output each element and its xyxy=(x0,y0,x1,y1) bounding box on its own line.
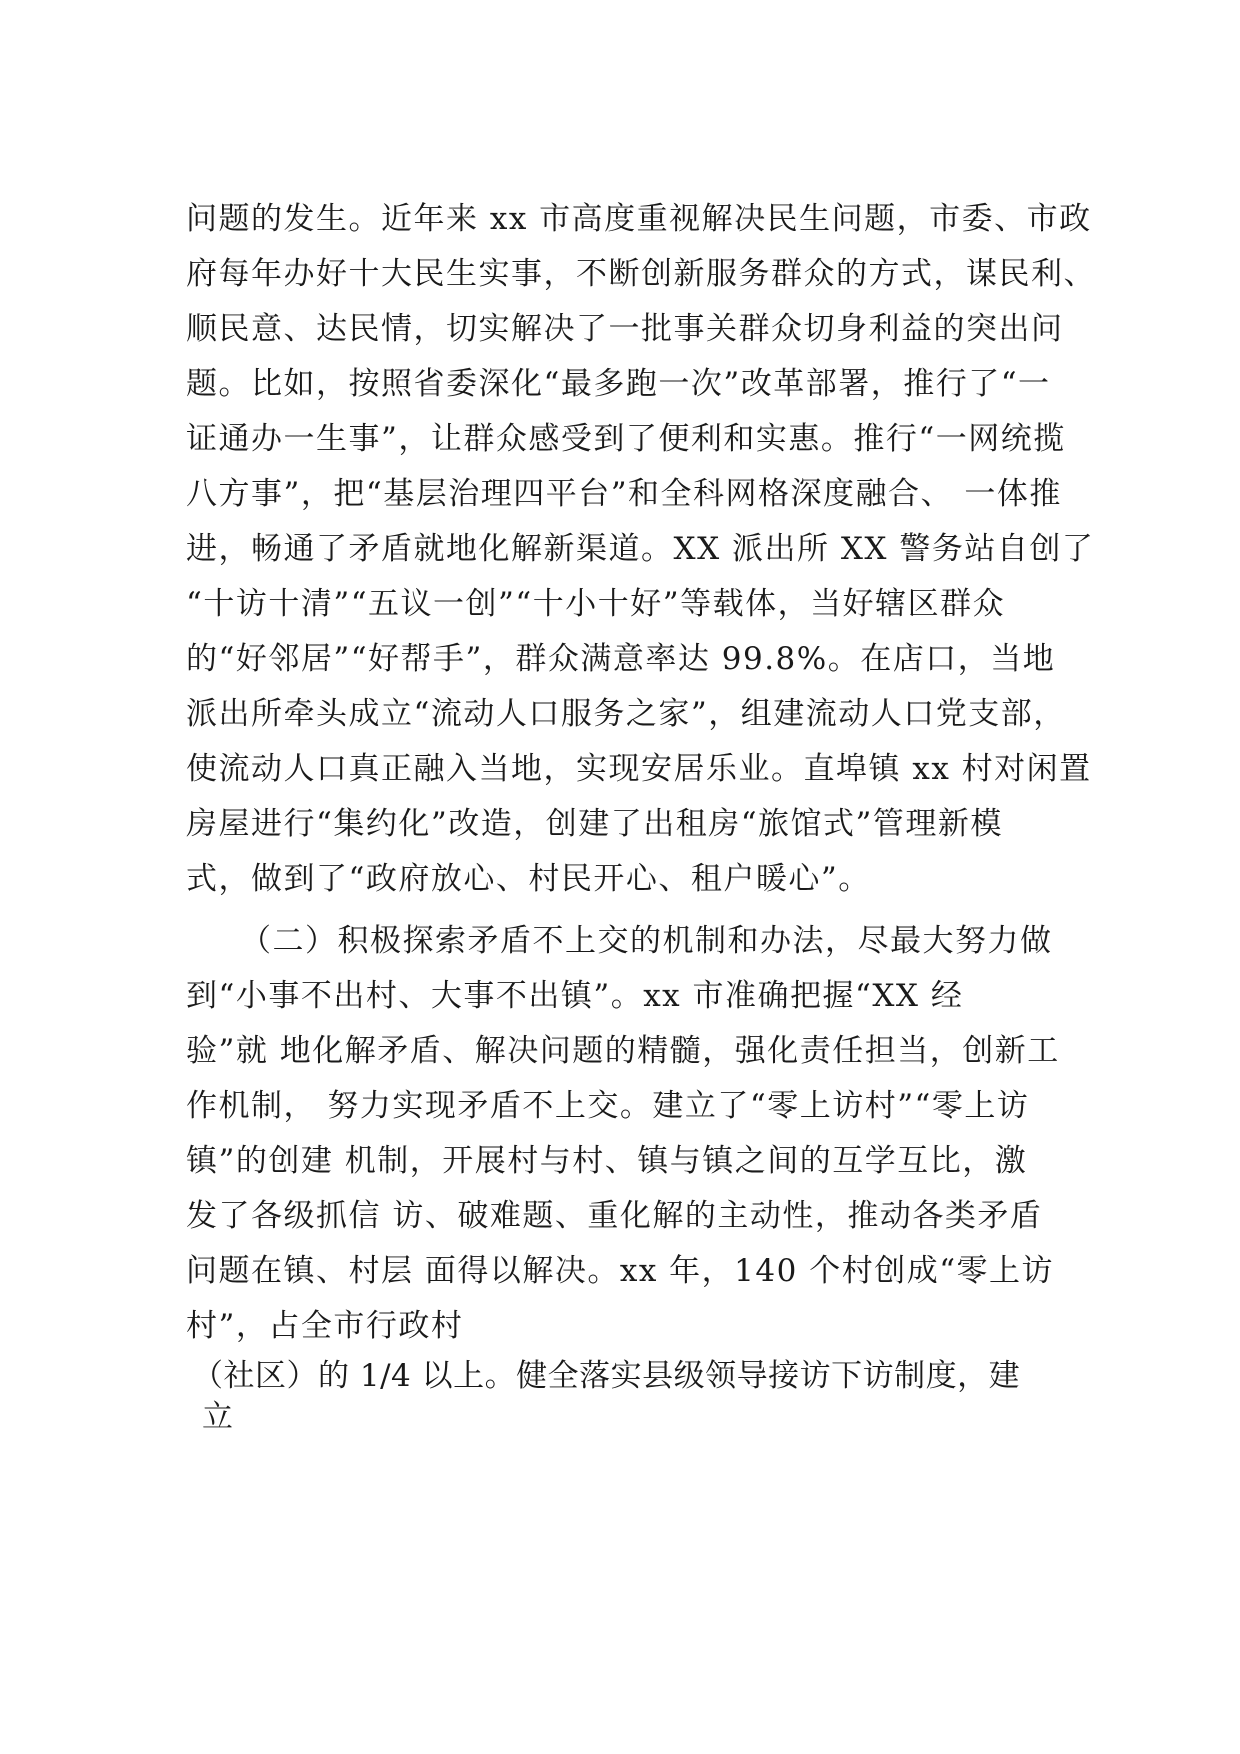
text-line: 的“好邻居”“好帮手”，群众满意率达 99.8%。在店口，当地 xyxy=(186,641,1056,677)
text-line: 八方事”，把“基层治理四平台”和全科网格深度融合、 一体推 xyxy=(186,476,1062,512)
text-line: 村”，占全市行政村 xyxy=(186,1308,464,1344)
text-line: 顺民意、达民情，切实解决了一批事关群众切身利益的突出问 xyxy=(186,311,1064,347)
text-line: 使流动人口真正融入当地，实现安居乐业。直埠镇 xx 村对闲置 xyxy=(186,751,1092,787)
text-line: 房屋进行“集约化”改造，创建了出租房“旅馆式”管理新模 xyxy=(186,806,1003,842)
text-line: 镇”的创建 机制，开展村与村、镇与镇之间的互学互比，激 xyxy=(186,1143,1028,1179)
text-line: 到“小事不出村、大事不出镇”。xx 市准确把握“XX 经 xyxy=(186,978,964,1014)
text-line: （二）积极探索矛盾不上交的机制和办法，尽最大努力做 xyxy=(240,923,1053,959)
text-line: 式，做到了“政府放心、村民开心、租户暖心”。 xyxy=(186,861,871,897)
text-line: 进，畅通了矛盾就地化解新渠道。XX 派出所 XX 警务站自创了 xyxy=(186,531,1095,567)
text-line: 题。比如，按照省委深化“最多跑一次”改革部署，推行了“一 xyxy=(186,366,1051,402)
text-line: 问题的发生。近年来 xx 市高度重视解决民生问题，市委、市政 xyxy=(186,201,1092,237)
text-line: 发了各级抓信 访、破难题、重化解的主动性，推动各类矛盾 xyxy=(186,1198,1043,1234)
text-line: 府每年办好十大民生实事，不断创新服务群众的方式，谋民利、 xyxy=(186,256,1096,292)
text-line: 立 xyxy=(202,1399,235,1435)
text-line: 问题在镇、村层 面得以解决。xx 年，140 个村创成“零上访 xyxy=(186,1253,1055,1289)
text-line: 验”就 地化解矛盾、解决问题的精髓，强化责任担当，创新工 xyxy=(186,1033,1060,1069)
text-line: “十访十清”“五议一创”“十小十好”等载体，当好辖区群众 xyxy=(186,586,1006,622)
text-line: 证通办一生事”，让群众感受到了便利和实惠。推行“一网统揽 xyxy=(186,421,1066,457)
text-line: 派出所牵头成立“流动人口服务之家”，组建流动人口党支部， xyxy=(186,696,1066,732)
text-line: （社区）的 1/4 以上。健全落实县级领导接访下访制度，建 xyxy=(192,1358,1021,1394)
text-line: 作机制， 努力实现矛盾不上交。建立了“零上访村”“零上访 xyxy=(186,1088,1030,1124)
